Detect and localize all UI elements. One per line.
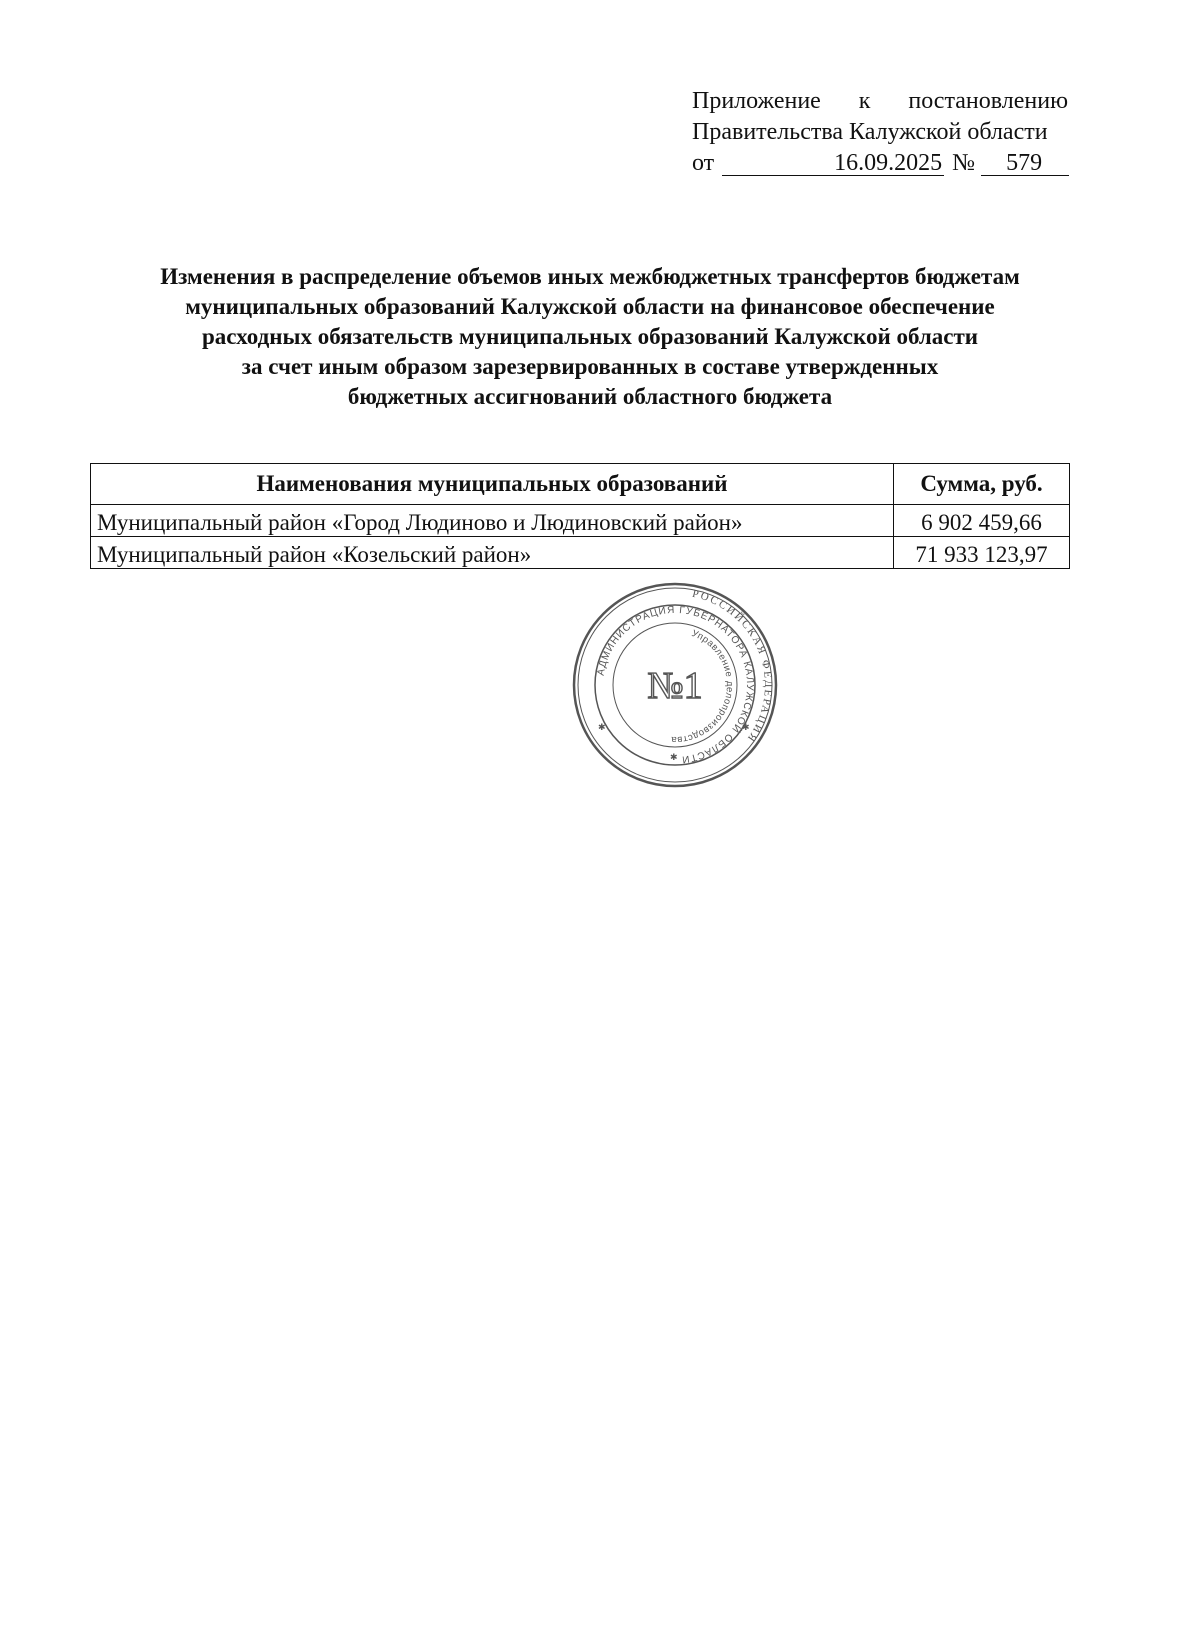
official-seal-stamp xyxy=(570,580,780,790)
title-line: за счет иным образом зарезервированных в составе утвержденных xyxy=(241,354,939,379)
seal-inner-text: Управление делопроизводства xyxy=(670,628,736,746)
row-municipality: Муниципальный район «Город Людиново и Людиновский район» xyxy=(91,505,894,537)
table-row xyxy=(91,537,1070,569)
row-municipality: Муниципальный район «Козельский район» xyxy=(91,537,894,569)
table-row xyxy=(91,505,1070,537)
transfers-table xyxy=(90,463,1070,569)
seal-star-icon: ✱ xyxy=(742,723,750,733)
appendix-to-word: к xyxy=(858,88,871,114)
seal-star-icon: ✱ xyxy=(670,753,678,763)
resolution-date: 16.09.2025 xyxy=(722,151,944,176)
appendix-government: Правительства Калужской области xyxy=(692,119,1048,145)
appendix-line-1 xyxy=(692,86,1068,117)
title-line: расходных обязательств муниципальных образований Калужской области xyxy=(201,324,979,349)
title-line: Изменения в распределение объемов иных межбюджетных трансфертов бюджетам xyxy=(160,264,1020,289)
header-sum: Сумма, руб. xyxy=(894,464,1070,505)
row-sum: 6 902 459,66 xyxy=(894,505,1070,537)
seal-outer-text: РОССИЙСКАЯ ФЕДЕРАЦИЯ xyxy=(691,587,775,746)
seal-star-icon: ✱ xyxy=(598,723,606,733)
title-line: бюджетных ассигнований областного бюджета xyxy=(347,384,833,409)
appendix-word: Приложение xyxy=(692,88,821,114)
document-title xyxy=(90,262,1090,412)
appendix-date-line xyxy=(692,148,1072,179)
row-sum: 71 933 123,97 xyxy=(894,537,1070,569)
table-header-row xyxy=(91,464,1070,505)
seal-center-number: №1 xyxy=(647,665,703,707)
number-sign: № xyxy=(952,150,976,176)
appendix-reference xyxy=(692,86,1072,179)
appendix-resolution-word: постановлению xyxy=(908,88,1068,114)
seal-ring-text: АДМИНИСТРАЦИЯ ГУБЕРНАТОРА КАЛУЖСКОЙ ОБЛАСТИ xyxy=(595,604,756,765)
from-label: от xyxy=(692,150,715,176)
resolution-number: 579 xyxy=(981,151,1069,176)
title-line: муниципальных образований Калужской области на финансовое обеспечение xyxy=(185,294,995,319)
header-municipality: Наименования муниципальных образований xyxy=(91,464,894,505)
